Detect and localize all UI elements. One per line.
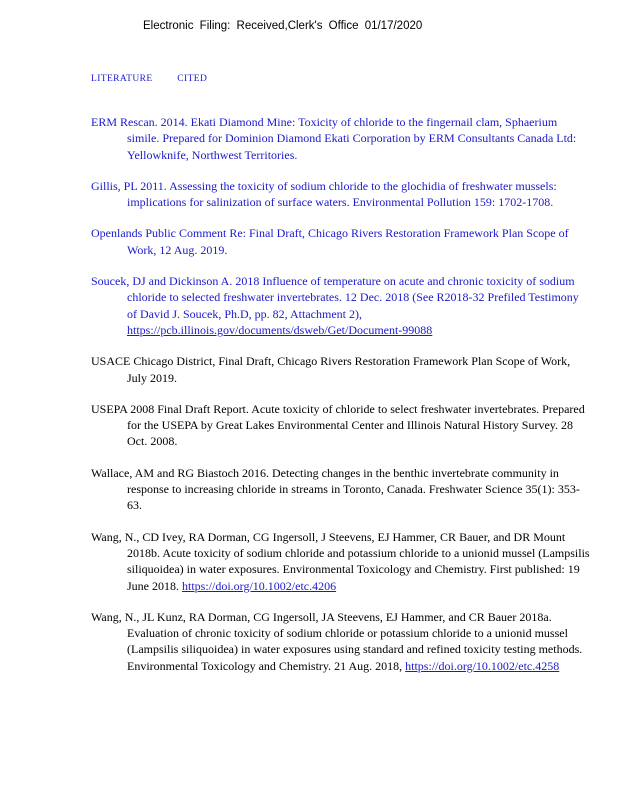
references-list	[91, 114, 591, 689]
reference-item	[91, 465, 591, 514]
reference-text: USEPA 2008 Final Draft Report. Acute toxicity of chloride to select freshwater invertebrates. Prepared for the USEPA by Great Lakes Environmental Center and Illinois Natural History Survey. 28 Oct. 2008.	[91, 401, 585, 449]
filing-header: Electronic Filing: Received,Clerk's Office 01/17/2020	[143, 20, 423, 32]
reference-item	[91, 114, 591, 163]
reference-text: Wang, N., CD Ivey, RA Dorman, CG Ingersoll, J Steevens, EJ Hammer, CR Bauer, and DR Mount 2018b. Acute toxicity of sodium chloride and potassium chloride to a unionid mussel (Lampsilis siliquoidea) in water exposures. Environmental Toxicology and Chemistry. First published: 19 June 2018.	[91, 529, 590, 593]
reference-item	[91, 609, 591, 674]
reference-text: Wallace, AM and RG Biastoch 2016. Detecting changes in the benthic invertebrate community in response to increasing chloride in streams in Toronto, Canada. Freshwater Science 35(1): 353-63.	[91, 465, 580, 513]
reference-item	[91, 178, 591, 211]
reference-link[interactable]: https://pcb.illinois.gov/documents/dsweb/Get/Document-99088	[127, 322, 433, 337]
reference-link[interactable]: https://doi.org/10.1002/etc.4258	[405, 658, 560, 673]
reference-text: ERM Rescan. 2014. Ekati Diamond Mine: Toxicity of chloride to the fingernail clam, Sphaerium simile. Prepared for Dominion Diamond Ekati Corporation by ERM Consultants Canada Ltd: Yellowknife, Northwest Territories.	[91, 115, 577, 162]
reference-text: Wang, N., JL Kunz, RA Dorman, CG Ingersoll, JA Steevens, EJ Hammer, and CR Bauer 2018a. Evaluation of chronic toxicity of sodium chloride or potassium chloride to a unionid mussel (Lampsilis siliquoidea) in water exposures using standard and refined toxicity testing methods. Environmental Toxicology and Chemistry. 21 Aug. 2018,	[91, 609, 583, 673]
section-title: LITERATURE CITED	[91, 74, 208, 84]
reference-text: Openlands Public Comment Re: Final Draft, Chicago Rivers Restoration Framework Plan Scope of Work, 12 Aug. 2019.	[91, 226, 569, 257]
reference-text: Soucek, DJ and Dickinson A. 2018 Influence of temperature on acute and chronic toxicity of sodium chloride to selected freshwater invertebrates. 12 Dec. 2018 (See R2018-32 Prefiled Testimony of David J. Soucek, Ph.D, pp. 82, Attachment 2),	[91, 274, 579, 321]
reference-item	[91, 401, 591, 450]
reference-text: Gillis, PL 2011. Assessing the toxicity of sodium chloride to the glochidia of freshwater mussels: implications for salinization of surface waters. Environmental Pollution 159: 1702-1708.	[91, 178, 557, 210]
reference-link[interactable]: https://doi.org/10.1002/etc.4206	[182, 578, 337, 593]
reference-item	[91, 225, 591, 258]
reference-item	[91, 353, 591, 386]
reference-text: USACE Chicago District, Final Draft, Chicago Rivers Restoration Framework Plan Scope of Work, July 2019.	[91, 354, 571, 385]
reference-item	[91, 529, 591, 594]
reference-item	[91, 273, 591, 338]
